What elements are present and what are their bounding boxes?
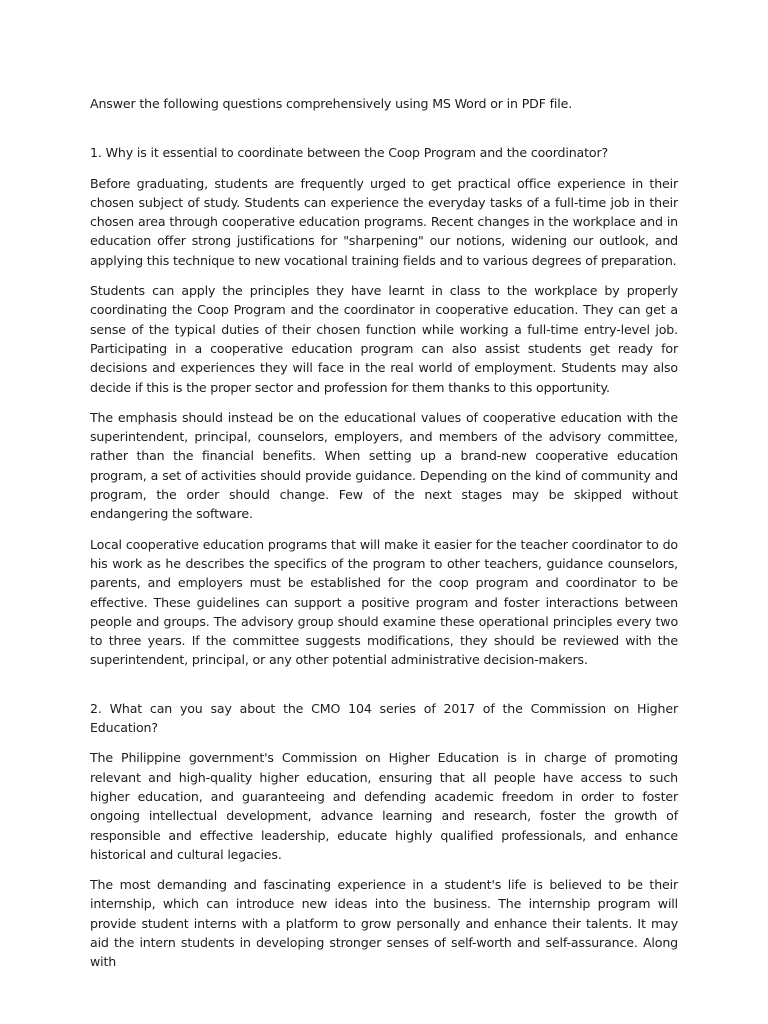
answer-1-paragraph-1: Before graduating, students are frequently urged to get practical office experience in their chosen subject of study. Students can experience the everyday tasks of a full-time job in their chosen area through cooperative education programs. Recent changes in the workplace and in education offer strong justifications for "sharpening" our notions, widening our outlook, and applying this technique to new vocational training fields and to various degrees of preparation.: [90, 175, 678, 268]
answer-1-paragraph-3: The emphasis should instead be on the educational values of cooperative education with the superintendent, principal, counselors, employers, and members of the advisory committee, rather than the financial benefits. When setting up a brand-new cooperative education program, a set of activities should provide guidance. Depending on the kind of community and program, the order should change. Few of the next stages may be skipped without endangering the software.: [90, 409, 678, 522]
instruction-text: Answer the following questions comprehensively using MS Word or in PDF file.: [90, 96, 573, 111]
answer-2-paragraph-1: The Philippine government's Commission on Higher Education is in charge of promoting relevant and high-quality higher education, ensuring that all people have access to such higher education, and guaranteeing and defending academic freedom in order to foster ongoing intellectual development, advance learning and research, foster the growth of responsible and effective leadership, educate highly qualified professionals, and enhance historical and cultural legacies.: [90, 750, 678, 862]
answer-2-paragraph-2: The most demanding and fascinating experience in a student's life is believed to be their internship, which can introduce new ideas into the business. The internship program will provide student interns with a platform to grow personally and enhance their talents. It may aid the intern students in developing stronger senses of self-worth and self-assurance. Along with: [90, 877, 678, 970]
answer-1-paragraph-4: Local cooperative education programs that will make it easier for the teacher coordinator to do his work as he describes the specifics of the program to other teachers, guidance counselors, parents, and employers must be established for the coop program and coordinator to be effective. These guidelines can support a positive program and foster interactions between people and groups. The advisory group should examine these operational principles every two to three years. If the committee suggests modifications, they should be reviewed with the superintendent, principal, or any other potential administrative decision-makers.: [90, 536, 678, 668]
document-body: [90, 94, 678, 983]
answer-1-paragraph-2: Students can apply the principles they have learnt in class to the workplace by properly coordinating the Coop Program and the coordinator in cooperative education. They can get a sense of the typical duties of their chosen function while working a full-time entry-level job. Participating in a cooperative education program can also assist students get ready for decisions and experiences they will face in the real world of employment. Students may also decide if this is the proper sector and profession for them thanks to this opportunity.: [90, 283, 678, 395]
question-2: 2. What can you say about the CMO 104 series of 2017 of the Commission on Higher Education?: [90, 700, 678, 736]
question-1: 1. Why is it essential to coordinate between the Coop Program and the coordinator?: [90, 145, 609, 161]
